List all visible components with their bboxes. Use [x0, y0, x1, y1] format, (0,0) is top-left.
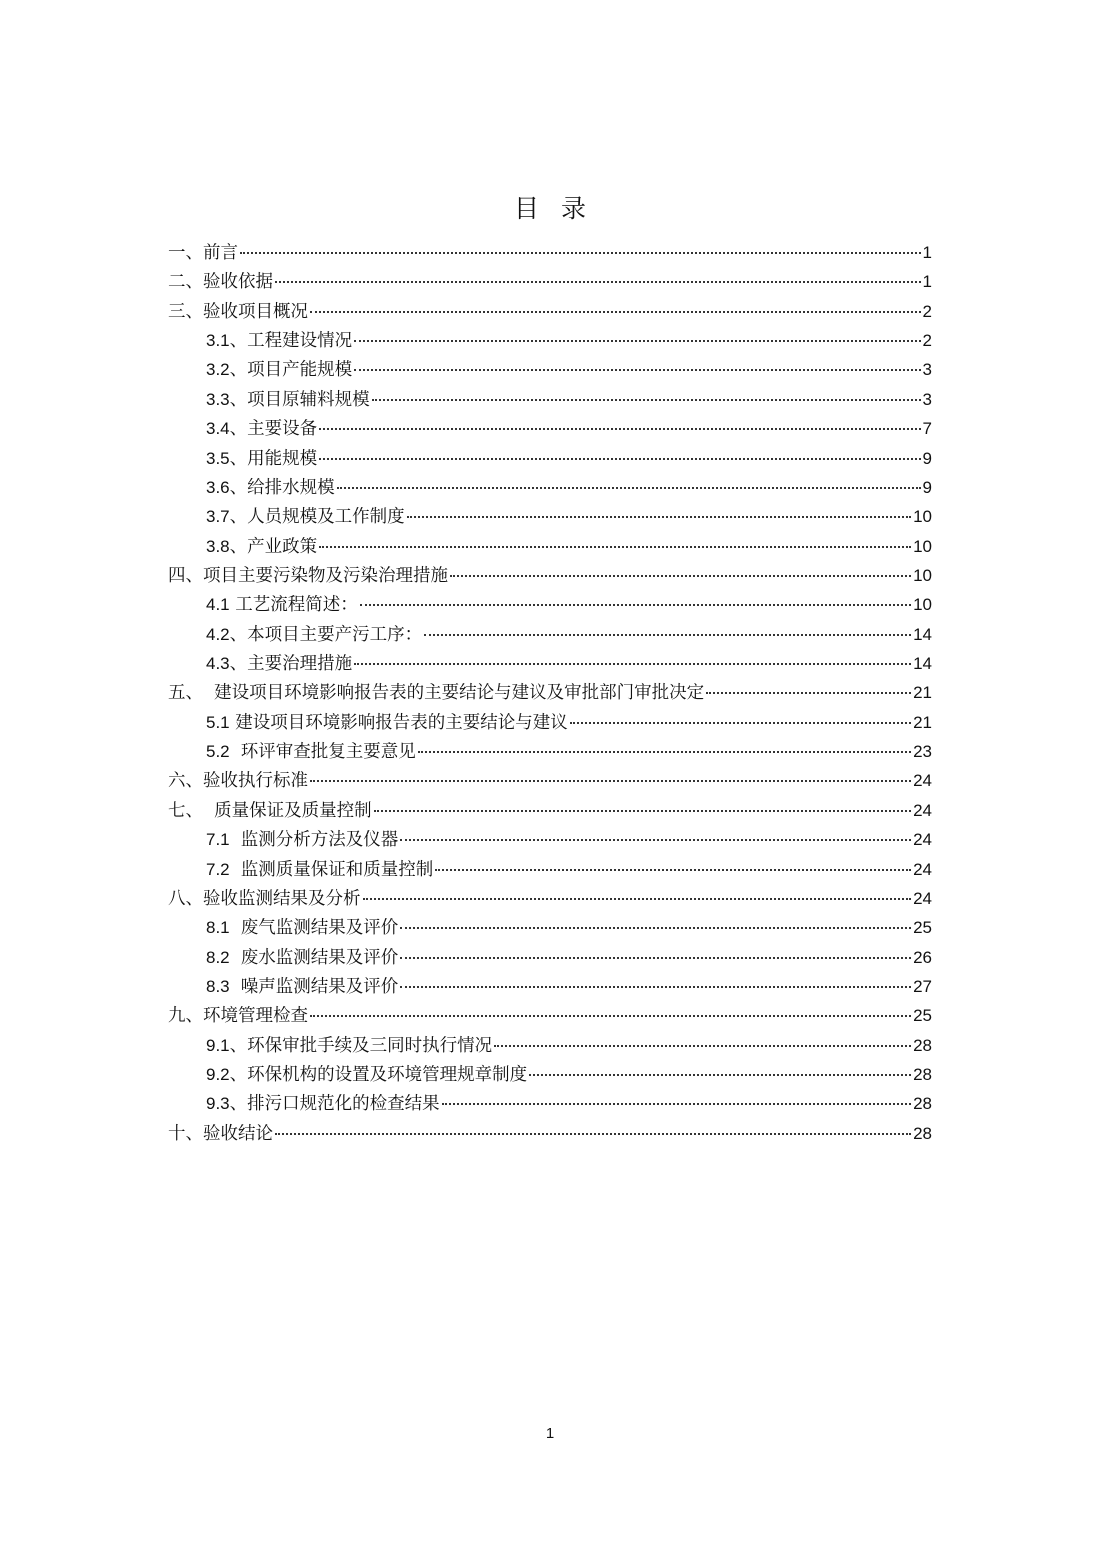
- toc-dot-leader: [337, 487, 921, 489]
- toc-entry-number: 4.3: [206, 654, 230, 674]
- toc-entry-text: 、项目原辅料规模: [229, 389, 370, 410]
- toc-entry-text: 、工程建设情况: [229, 331, 353, 352]
- toc-entry-number: 9.3: [206, 1094, 230, 1114]
- toc-entry-page: 21: [913, 712, 932, 732]
- toc-entry-page: 28: [913, 1065, 932, 1085]
- toc-dot-leader: [319, 458, 920, 460]
- toc-entry-number: 4.2: [206, 624, 230, 644]
- toc-entry-page: 24: [913, 771, 932, 791]
- toc-entry[interactable]: [168, 913, 932, 942]
- toc-dot-leader: [407, 516, 911, 518]
- toc-dot-leader: [400, 986, 911, 988]
- toc-dot-leader: [310, 1015, 911, 1017]
- toc-dot-leader: [374, 810, 911, 812]
- toc-entry-number: 5.1: [206, 712, 230, 732]
- toc-entry[interactable]: [168, 532, 932, 561]
- toc-entry-text: 、产业政策: [229, 536, 318, 557]
- toc-entry-page: 24: [913, 800, 932, 820]
- toc-entry-text: 工艺流程简述：: [229, 595, 358, 616]
- toc-entry-number: 7.1: [206, 830, 230, 850]
- toc-entry[interactable]: [168, 355, 932, 384]
- toc-entry-text: 、给排水规模: [229, 477, 335, 498]
- toc-dot-leader: [363, 898, 912, 900]
- page-number: 1: [545, 1425, 555, 1442]
- toc-entry-number: 7.2: [206, 859, 230, 879]
- toc-entry-page: 9: [922, 448, 932, 468]
- toc-entry-text: 噪声监测结果及评价: [229, 976, 399, 997]
- toc-entry[interactable]: [168, 473, 932, 502]
- toc-entry[interactable]: [168, 943, 932, 972]
- toc-entry-page: 1: [922, 272, 932, 292]
- toc-entry[interactable]: [168, 1031, 932, 1060]
- toc-entry-page: 9: [922, 477, 932, 497]
- toc-entry[interactable]: [168, 796, 932, 825]
- toc-entry[interactable]: [168, 385, 932, 414]
- toc-dot-leader: [435, 869, 911, 871]
- toc-dot-leader: [354, 663, 911, 665]
- toc-dot-leader: [360, 604, 911, 606]
- toc-entry-text: 五、 建设项目环境影响报告表的主要结论与建议及审批部门审批决定: [168, 683, 705, 704]
- toc-entry-text: 九、环境管理检查: [168, 1006, 308, 1027]
- toc-entry[interactable]: [168, 737, 932, 766]
- toc-entry-text: 建设项目环境影响报告表的主要结论与建议: [229, 712, 568, 733]
- toc-dot-leader: [494, 1045, 911, 1047]
- toc-title: 目录: [513, 194, 608, 223]
- toc-entry-page: 21: [913, 683, 932, 703]
- toc-entry-page: 1: [922, 243, 932, 262]
- toc-entry-text: 十、验收结论: [168, 1123, 273, 1144]
- toc-entry-page: 26: [913, 947, 932, 967]
- toc-entry-text: 、用能规模: [229, 448, 318, 469]
- toc-entry-text: 、环保机构的设置及环境管理规章制度: [229, 1065, 528, 1086]
- toc-entry-text: 二、验收依据: [168, 272, 273, 293]
- toc-entry-page: 3: [922, 360, 932, 380]
- toc-entry-number: 3.8: [206, 536, 230, 556]
- toc-entry[interactable]: [168, 561, 932, 590]
- toc-entry[interactable]: [168, 972, 932, 1001]
- toc-dot-leader: [354, 369, 920, 371]
- toc-entry[interactable]: [168, 238, 932, 267]
- toc-entry-text: 环评审查批复主要意见: [229, 742, 416, 763]
- toc-dot-leader: [706, 692, 911, 694]
- toc-entry-page: 14: [913, 654, 932, 674]
- toc-dot-leader: [400, 839, 911, 841]
- toc-entry-number: 8.2: [206, 947, 230, 967]
- toc-entry-text: 监测分析方法及仪器: [229, 830, 399, 851]
- toc-entry[interactable]: [168, 766, 932, 795]
- toc-entry-page: 28: [913, 1035, 932, 1055]
- toc-entry-page: 7: [922, 419, 932, 439]
- toc-entry-page: 25: [913, 1006, 932, 1026]
- toc-entry-number: 3.2: [206, 360, 230, 380]
- toc-entry[interactable]: [168, 444, 932, 473]
- toc-entry-number: 8.1: [206, 918, 230, 938]
- toc-entry-text: 七、 质量保证及质量控制: [168, 800, 372, 821]
- toc-entry[interactable]: [168, 590, 932, 619]
- toc-entry[interactable]: [168, 267, 932, 296]
- toc-entry[interactable]: [168, 297, 932, 326]
- toc-entry[interactable]: [168, 1001, 932, 1030]
- toc-entry-number: 8.3: [206, 976, 230, 996]
- toc-entry-number: 9.2: [206, 1065, 230, 1085]
- toc-entry-page: 10: [913, 536, 932, 556]
- toc-entry-text: 三、验收项目概况: [168, 301, 308, 322]
- toc-entry-text: 四、项目主要污染物及污染治理措施: [168, 565, 448, 586]
- toc-dot-leader: [424, 634, 911, 636]
- table-of-contents: [168, 238, 932, 1148]
- toc-dot-leader: [310, 311, 921, 313]
- toc-entry[interactable]: [168, 326, 932, 355]
- toc-entry-text: 六、验收执行标准: [168, 771, 308, 792]
- toc-entry-number: 3.6: [206, 477, 230, 497]
- toc-entry[interactable]: [168, 708, 932, 737]
- toc-entry[interactable]: [168, 1119, 932, 1148]
- toc-entry-number: 3.7: [206, 507, 230, 527]
- toc-entry-page: 23: [913, 742, 932, 762]
- toc-entry-number: 3.5: [206, 448, 230, 468]
- toc-entry-text: 八、验收监测结果及分析: [168, 888, 361, 909]
- toc-dot-leader: [418, 751, 911, 753]
- toc-entry-page: 2: [922, 301, 932, 321]
- toc-entry-page: 24: [913, 830, 932, 850]
- toc-entry-number: 9.1: [206, 1035, 230, 1055]
- toc-entry-text: 、主要设备: [229, 419, 318, 440]
- toc-entry-text: 、排污口规范化的检查结果: [229, 1094, 440, 1115]
- toc-dot-leader: [450, 575, 911, 577]
- toc-entry-text: 、本项目主要产污工序：: [229, 624, 423, 645]
- toc-entry-page: 24: [913, 859, 932, 879]
- toc-dot-leader: [310, 780, 911, 782]
- toc-dot-leader: [529, 1074, 911, 1076]
- toc-dot-leader: [442, 1103, 911, 1105]
- toc-entry[interactable]: [168, 855, 932, 884]
- toc-dot-leader: [319, 428, 920, 430]
- toc-entry[interactable]: [168, 678, 932, 707]
- toc-entry[interactable]: [168, 414, 932, 443]
- toc-entry-number: 4.1: [206, 595, 230, 615]
- toc-entry-page: 28: [913, 1094, 932, 1114]
- toc-entry-text: 一、前言: [168, 243, 238, 263]
- toc-entry-page: 3: [922, 389, 932, 409]
- toc-entry-page: 14: [913, 624, 932, 644]
- toc-entry-text: 废气监测结果及评价: [229, 918, 399, 939]
- toc-entry-number: 5.2: [206, 742, 230, 762]
- toc-entry[interactable]: [168, 649, 932, 678]
- toc-entry[interactable]: [168, 502, 932, 531]
- toc-entry[interactable]: [168, 1060, 932, 1089]
- toc-entry-text: 废水监测结果及评价: [229, 947, 399, 968]
- toc-entry-text: 、环保审批手续及三同时执行情况: [229, 1035, 493, 1056]
- toc-entry-page: 24: [913, 888, 932, 908]
- toc-entry-number: 3.1: [206, 331, 230, 351]
- toc-dot-leader: [400, 957, 911, 959]
- toc-entry-text: 、项目产能规模: [229, 360, 353, 381]
- toc-dot-leader: [275, 281, 921, 283]
- toc-dot-leader: [275, 1133, 911, 1135]
- toc-entry-page: 10: [913, 595, 932, 615]
- toc-entry-number: 3.4: [206, 419, 230, 439]
- toc-entry[interactable]: [168, 825, 932, 854]
- toc-dot-leader: [240, 252, 921, 254]
- toc-entry[interactable]: [168, 620, 932, 649]
- toc-dot-leader: [570, 722, 911, 724]
- toc-entry-page: 10: [913, 565, 932, 585]
- toc-entry-number: 3.3: [206, 389, 230, 409]
- toc-dot-leader: [372, 399, 921, 401]
- toc-entry[interactable]: [168, 884, 932, 913]
- toc-entry-text: 、主要治理措施: [229, 654, 353, 675]
- toc-entry-page: 28: [913, 1123, 932, 1143]
- toc-entry-page: 25: [913, 918, 932, 938]
- toc-dot-leader: [400, 927, 911, 929]
- toc-entry-text: 、人员规模及工作制度: [229, 507, 405, 528]
- toc-dot-leader: [319, 546, 911, 548]
- toc-entry-text: 监测质量保证和质量控制: [229, 859, 434, 880]
- toc-entry-page: 2: [922, 331, 932, 351]
- toc-entry-page: 10: [913, 507, 932, 527]
- toc-dot-leader: [354, 340, 920, 342]
- toc-entry-page: 27: [913, 976, 932, 996]
- toc-entry[interactable]: [168, 1089, 932, 1118]
